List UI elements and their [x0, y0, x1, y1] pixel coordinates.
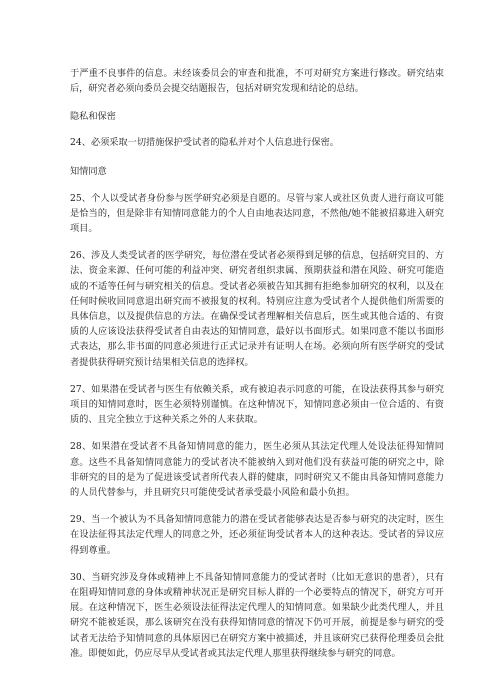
- article-26: 26、涉及人类受试者的医学研究，每位潜在受试者必须得到足够的信息，包括研究目的、方法、资金来源、任何可能的利益冲突、研究者组织隶属、预期获益和潜在风险、研究可能造成的不适等任何与研究相关的信息。受试者必须被告知其拥有拒绝参加研究的权利，以及在任何时候收回同意退出研究而不被报复的权利。特别应注意为受试者个人提供他们所需要的具体信息，以及提供信息的方法。在确保受试者理解相关信息后，医生或其他合适的、有资质的人应该设法获得受试者自由表达的知情同意，最好以书面形式。如果同意不能以书面形式表达，那么非书面的同意必须进行正式记录并有证明人在场。必须向所有医学研究的受试者提供获得研究预计结果相关信息的选择权。: [70, 250, 444, 368]
- article-25: 25、个人以受试者身份参与医学研究必须是自愿的。尽管与家人或社区负责人进行商议可能是恰当的，但是除非有知情同意能力的个人自由地表达同意，不然他/她不能被招募进入研究项目。: [70, 192, 444, 235]
- article-28: 28、如果潜在受试者不具备知情同意的能力，医生必须从其法定代理人处设法征得知情同意。这些不具备知情同意能力的受试者决不能被纳入到对他们没有获益可能的研究之中，除非研究的目的是为了促进该受试者所代表人群的健康，同时研究又不能由具备知情同意能力的人员代替参与，并且研究只可能使受试者承受最小风险和最小负担。: [70, 441, 444, 499]
- intro-paragraph: 于严重不良事件的信息。未经该委员会的审查和批准，不可对研究方案进行修改。研究结束后，研究者必须向委员会提交结题报告，包括对研究发现和结论的总结。: [70, 68, 444, 95]
- privacy-heading: 隐私和保密: [70, 111, 116, 123]
- article-24: 24、必须采取一切措施保护受试者的隐私并对个人信息进行保密。: [70, 137, 339, 149]
- consent-heading: 知情同意: [70, 165, 107, 177]
- article-30: 30、当研究涉及身体或精神上不具备知情同意能力的受试者时（比如无意识的患者），只有在阻碍知情同意的身体或精神状况正是研究目标人群的一个必要特点的情况下，研究方可开展。在这种情况下，医生必须设法征得法定代理人的知情同意。如果缺少此类代理人，并且研究不能被延误，那么该研究在没有获得知情同意的情况下仍可开展，前提是参与研究的受试者无法给予知情同意的具体原因已在研究方案中被描述，并且该研究已获得伦理委员会批准。即便如此，仍应尽早从受试者或其法定代理人那里获得继续参与研究的同意。: [70, 571, 444, 659]
- article-29: 29、当一个被认为不具备知情同意能力的潜在受试者能够表达是否参与研究的决定时，医生在设法征得其法定代理人的同意之外，还必须征询受试者本人的这种表达。受试者的异议应得到尊重。: [70, 514, 444, 556]
- article-27: 27、如果潜在受试者与医生有依赖关系，或有被迫表示同意的可能，在设法获得其参与研究项目的知情同意时，医生必须特别谨慎。在这种情况下，知情同意必须由一位合适的、有资质的、且完全独立于这种关系之外的人来获取。: [70, 383, 444, 426]
